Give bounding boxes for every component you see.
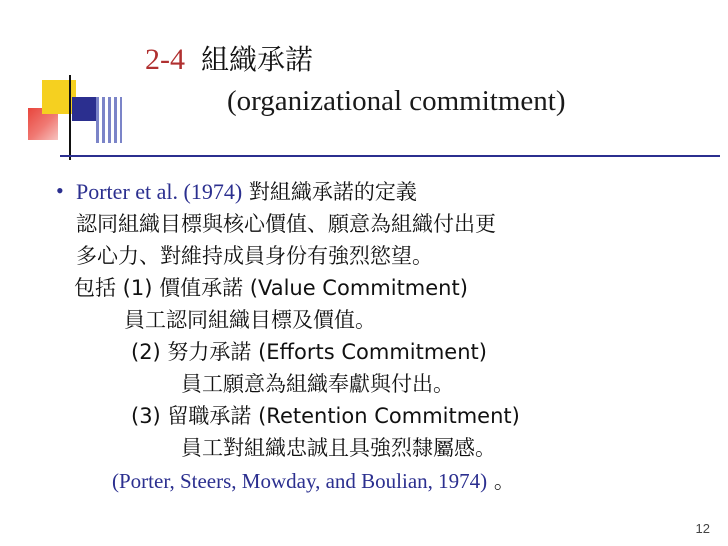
bullet-item (46, 176, 718, 272)
bullet-dot-icon: • (56, 178, 64, 203)
citation-inline: Porter et al. (1974) (76, 179, 243, 204)
list-item: 員工願意為組織奉獻與付出。 (181, 372, 454, 396)
citation-text: (Porter, Steers, Mowday, and Boulian, 1974) (112, 469, 488, 493)
bullet-line-text: 對組織承諾的定義 (242, 180, 417, 204)
decorative-logo (28, 75, 118, 160)
title-line-english: (organizational commitment) (227, 85, 566, 117)
source-citation (46, 464, 718, 498)
logo-blue-square (72, 97, 96, 121)
list-item: (3) 留職承諾 (Retention Commitment) (131, 404, 520, 428)
title-divider (60, 155, 720, 157)
bullet-line: 認同組織目標與核心價值、願意為組織付出更 (76, 212, 496, 236)
logo-striped-bar (96, 97, 122, 143)
list-item: (2) 努力承諾 (Efforts Commitment) (131, 340, 487, 364)
page-number: 12 (695, 521, 710, 536)
list-item: 員工對組織忠誠且具強烈隸屬感。 (181, 436, 496, 460)
bullet-line: 多心力、對維持成員身份有強烈慾望。 (76, 244, 433, 268)
title-line-primary (145, 40, 720, 80)
list-item: 員工認同組織目標及價值。 (124, 308, 376, 332)
citation-tail: 。 (487, 469, 515, 493)
list-item: 包括 (1) 價值承諾 (Value Commitment) (74, 276, 468, 300)
logo-vertical-line (69, 75, 71, 160)
slide-title (145, 40, 720, 122)
title-cjk-text: 組織承諾 (201, 43, 314, 76)
title-section-number: 2-4 (145, 43, 185, 76)
slide-body (46, 176, 718, 498)
bullet-line (76, 176, 718, 208)
